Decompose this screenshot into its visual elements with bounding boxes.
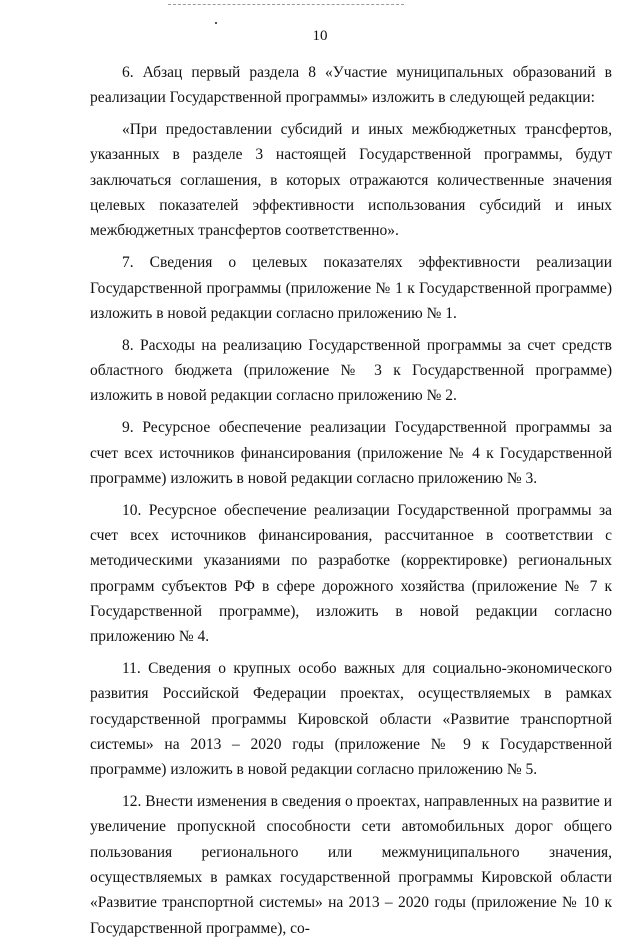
- document-body: [90, 60, 612, 948]
- scan-top-rule: [168, 4, 404, 5]
- paragraph-6: 6. Абзац первый раздела 8 «Участие муниципальных образований в реализации Государственной программы» изложить в следующей редакции:: [90, 64, 612, 107]
- paragraph-quote: «При предоставлении субсидий и иных межбюджетных трансфертов, указанных в разделе 3 настоящей Государственной программы, будут заключаться соглашения, в которых отражаются количественные значения целевых показателей эффективности использования субсидий и иных межбюджетных трансфертов соответственно».: [90, 121, 612, 240]
- page-number: 10: [312, 28, 328, 44]
- paragraph-9: 9. Ресурсное обеспечение реализации Государственной программы за счет всех источников финансирования (приложение № 4 к Государственной программе) изложить в новой редакции согласно приложению № 3.: [90, 419, 612, 487]
- paragraph-7: 7. Сведения о целевых показателях эффективности реализации Государственной программы (приложение № 1 к Государственной программе) изложить в новой редакции согласно приложению № 1.: [90, 254, 612, 322]
- paragraph-12: 12. Внести изменения в сведения о проектах, направленных на развитие и увеличение пропускной способности сети автомобильных дорог общего пользования регионального или межмуниципального значения, осуществляемых в рамках государственной программы Кировской области «Развитие транспортной системы» на 2013 – 2020 годы (приложение № 10 к Государственной программе), со-: [90, 793, 612, 937]
- paragraph-8: 8. Расходы на реализацию Государственной программы за счет средств областного бюджета (приложение № 3 к Государственной программе) изложить в новой редакции согласно приложению № 2.: [90, 336, 612, 405]
- scan-speck: [215, 22, 217, 24]
- paragraph-10: 10. Ресурсное обеспечение реализации Государственной программы за счет всех источников финансирования, рассчитанное в соответствии с методическими указаниями по разработке (корректировке) региональных программ субъектов РФ в сфере дорожного хозяйства (приложение № 7 к Государственной программе), изложить в новой редакции согласно приложению № 4.: [90, 501, 612, 646]
- paragraph-11: 11. Сведения о крупных особо важных для социально-экономического развития Российской Федерации проектах, осуществляемых в рамках государственной программы Кировской области «Развитие транспортной системы» на 2013 – 2020 годы (приложение № 9 к Государственной программе) изложить в новой редакции согласно приложению № 5.: [90, 660, 612, 779]
